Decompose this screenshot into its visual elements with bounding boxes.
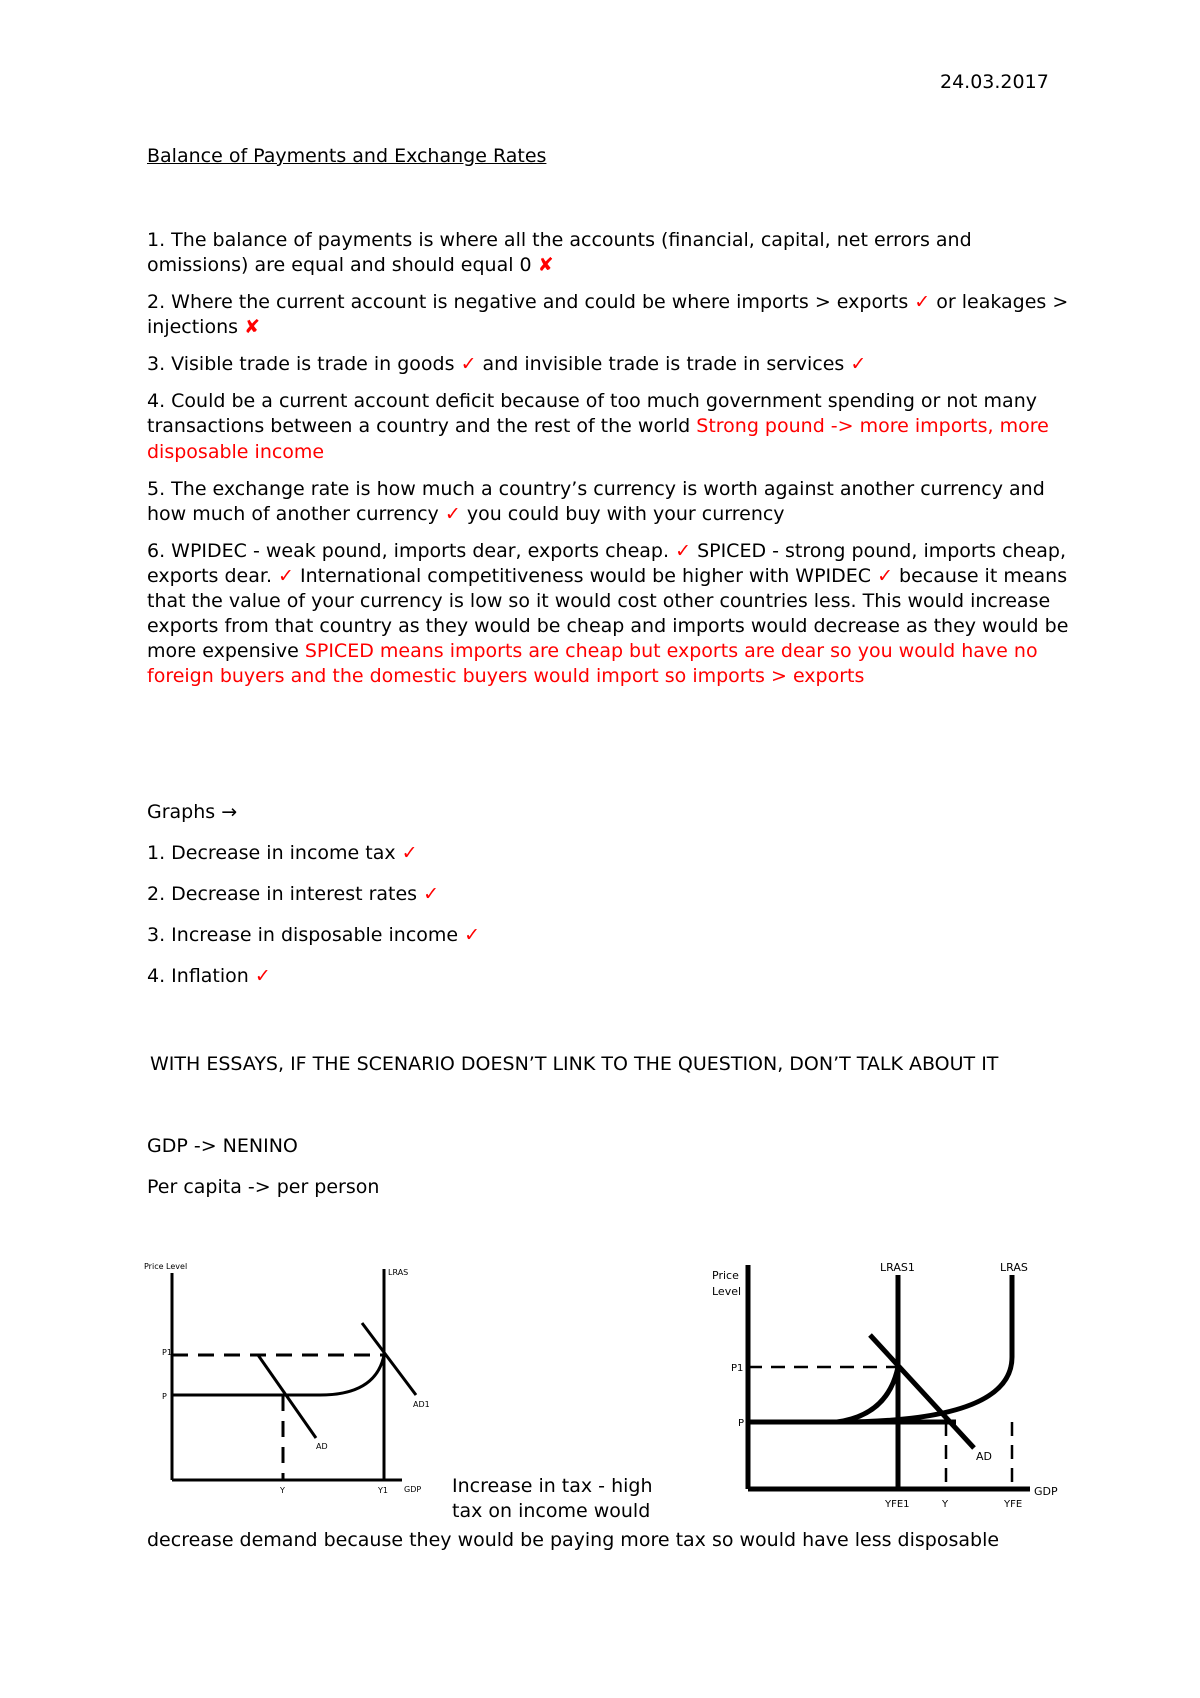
graph-item-3-text: 3. Increase in disposable income — [147, 924, 459, 947]
tick-mark-icon: ✓ — [423, 883, 440, 906]
cross-mark-icon: ✘ — [537, 254, 554, 277]
answer-4-correction: Strong pound -> more imports, more disposable income — [147, 415, 1049, 463]
tick-mark-icon: ✓ — [850, 353, 867, 376]
cross-mark-icon: ✘ — [244, 316, 260, 339]
right-p1-label: P1 — [731, 1363, 744, 1374]
answer-1-text: 1. The balance of payments is where all the accounts (financial, capital, net errors and omissions) are equal and should equal 0 — [147, 229, 972, 277]
tick-mark-icon: ✓ — [460, 353, 477, 376]
answer-2-text-b: or leakages > injections — [147, 291, 1069, 339]
graphs-heading-text: Graphs — [147, 801, 216, 823]
left-y-axis-label: Price Level — [144, 1262, 188, 1271]
answer-4 — [147, 389, 1077, 464]
gdp-line-2: Per capita -> per person — [147, 1176, 380, 1199]
tick-mark-icon: ✓ — [401, 842, 418, 865]
graph-item-3 — [147, 923, 1047, 948]
graph-item-4 — [147, 964, 1047, 989]
right-lras-label: LRAS — [1000, 1261, 1028, 1274]
answer-3-text-a: 3. Visible trade is trade in goods — [147, 353, 455, 376]
answer-2-text-a: 2. Where the current account is negative and could be where imports > exports — [147, 291, 909, 314]
gdp-notes — [147, 1134, 379, 1216]
answer-6-text-a: 6. WPIDEC - weak pound, imports dear, exports cheap. — [147, 539, 670, 562]
left-p1-label: P1 — [162, 1348, 172, 1357]
document-date: 24.03.2017 — [940, 71, 1049, 93]
diagram-caption-part-2: decrease demand because they would be paying more tax so would have less disposable — [147, 1529, 1000, 1551]
diagram-left — [140, 1255, 440, 1505]
right-y-axis-label-2: Level — [712, 1285, 742, 1298]
left-sras-curve — [172, 1355, 384, 1395]
answer-6-correction: SPICED means imports are cheap but exports are dear so you would have no foreign buyers and the domestic buyers would import so imports > exports — [147, 640, 1038, 688]
graph-item-2-text: 2. Decrease in interest rates — [147, 883, 418, 906]
left-p-label: P — [162, 1392, 167, 1401]
tick-mark-icon: ✓ — [675, 539, 692, 562]
graphs-heading — [147, 800, 1047, 825]
answer-4-text: 4. Could be a current account deficit because of too much government spending or not many transactions between a country and the rest of the world — [147, 390, 1037, 438]
answer-5-text-b: you could buy with your currency — [466, 502, 785, 525]
answer-3-text-b: and invisible trade is trade in services — [482, 353, 845, 376]
document-title: Balance of Payments and Exchange Rates — [147, 145, 547, 167]
left-lras-label: LRAS — [388, 1268, 409, 1277]
right-x-axis-label: GDP — [1034, 1485, 1058, 1498]
right-ad-line — [870, 1335, 974, 1448]
graph-item-2 — [147, 882, 1047, 907]
answer-5-text-a: 5. The exchange rate is how much a country’s currency is worth against another currency and how much of another currency — [147, 477, 1045, 525]
graph-item-1-text: 1. Decrease in income tax — [147, 842, 396, 865]
answer-6-text-b: SPICED - strong pound, imports cheap, exports dear. — [147, 539, 1067, 587]
tick-mark-icon: ✓ — [914, 291, 931, 314]
graph-item-1 — [147, 841, 1047, 866]
answer-6 — [147, 539, 1077, 689]
right-yfe1-label: YFE1 — [885, 1499, 910, 1510]
right-y-label: Y — [942, 1499, 949, 1510]
graph-item-4-text: 4. Inflation — [147, 965, 249, 988]
answer-2 — [147, 290, 1077, 340]
right-yfe-label: YFE — [1004, 1499, 1023, 1510]
diagram-right — [700, 1255, 1070, 1515]
left-y1-label: Y1 — [378, 1486, 388, 1495]
right-sras-curve — [837, 1367, 898, 1422]
right-p-label: P — [738, 1418, 745, 1429]
diagram-caption-part-1: Increase in tax - high tax on income would — [452, 1475, 653, 1523]
left-ad-label: AD — [316, 1442, 328, 1451]
right-ad-label: AD — [976, 1450, 992, 1463]
tick-mark-icon: ✓ — [877, 564, 893, 587]
right-y-axis-label-1: Price — [712, 1269, 739, 1282]
essay-note: WITH ESSAYS, IF THE SCENARIO DOESN’T LINK TO THE QUESTION, DON’T TALK ABOUT IT — [150, 1053, 999, 1075]
tick-mark-icon: ✓ — [278, 564, 294, 587]
graphs-section — [147, 800, 1047, 1005]
arrow-right-icon: → — [221, 801, 238, 823]
left-ad1-line — [362, 1323, 416, 1395]
left-ad1-label: AD1 — [413, 1400, 430, 1409]
answer-5 — [147, 477, 1077, 527]
left-x-axis-label: GDP — [404, 1485, 422, 1494]
gdp-line-1: GDP -> NENINO — [147, 1135, 298, 1157]
right-lras1-label: LRAS1 — [880, 1261, 915, 1274]
answers-list — [147, 228, 1077, 701]
answer-1 — [147, 228, 1077, 278]
tick-mark-icon: ✓ — [444, 502, 461, 525]
answer-3 — [147, 352, 1077, 377]
tick-mark-icon: ✓ — [254, 965, 271, 988]
left-y-label: Y — [280, 1486, 285, 1495]
tick-mark-icon: ✓ — [464, 924, 481, 947]
right-lras-curve — [837, 1275, 1012, 1422]
answer-6-text-d: because it means that the value of your currency is low so it would cost other countries less. This would increase exports from that country as they would be cheap and imports would decrease as they would be more expensive — [147, 564, 1069, 663]
answer-6-text-c: International competitiveness would be higher with WPIDEC — [300, 564, 872, 587]
